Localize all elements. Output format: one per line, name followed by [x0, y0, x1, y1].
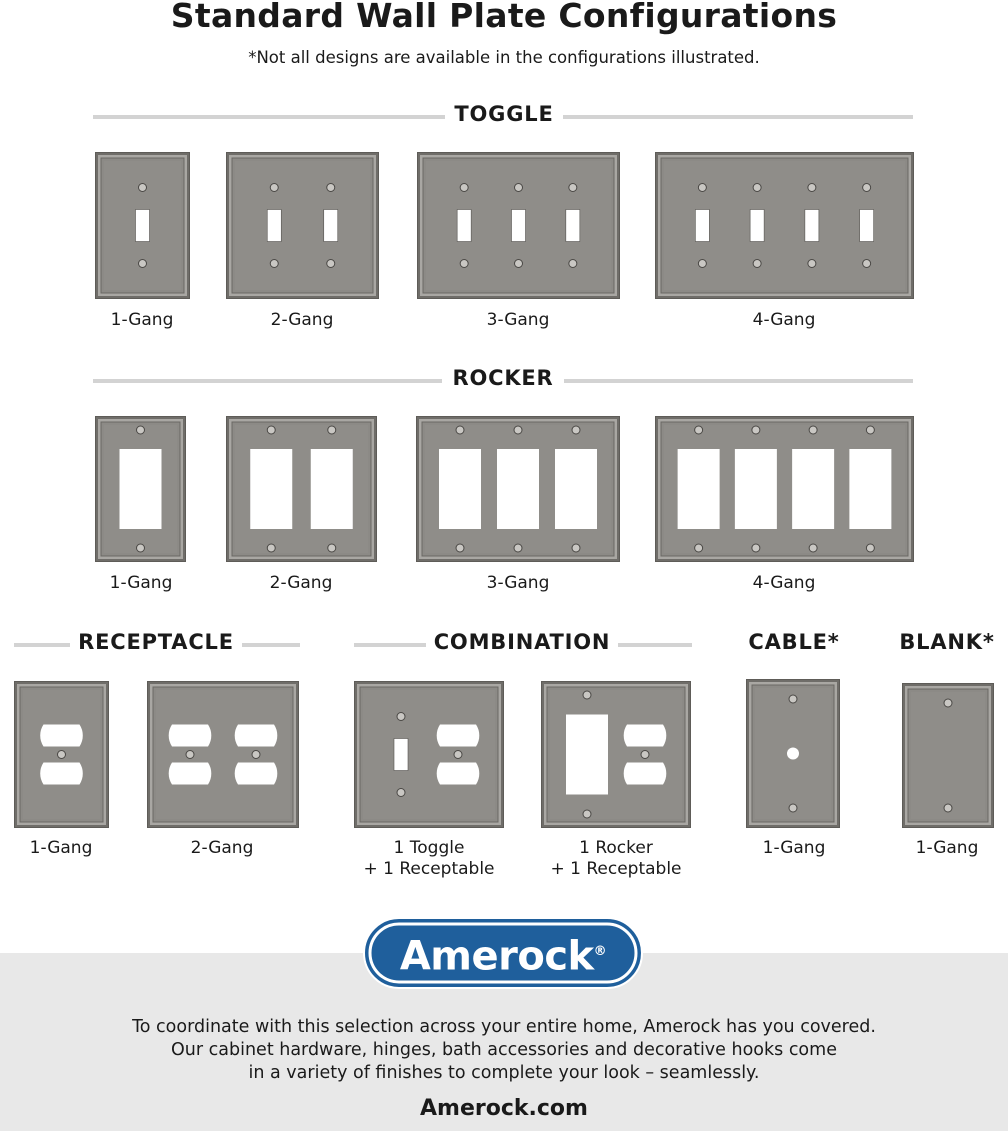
- screw-icon: [454, 751, 462, 759]
- cable-1-gang-label: 1-Gang: [762, 838, 826, 858]
- toggle-opening: [566, 210, 580, 242]
- page-subtitle: *Not all designs are available in the configurations illustrated.: [248, 48, 760, 67]
- screw-icon: [270, 260, 278, 268]
- screw-icon: [328, 544, 336, 552]
- rocker-4-gang-label: 4-Gang: [752, 573, 816, 593]
- combination-section-label: COMBINATION: [433, 630, 611, 654]
- screw-icon: [328, 426, 336, 434]
- blank-1-gang-label: 1-Gang: [915, 838, 979, 858]
- screw-icon: [944, 699, 952, 707]
- rocker-receptacle-plate: [541, 681, 691, 828]
- footer-text-line-1: To coordinate with this selection across your entire home, Amerock has you covered.: [132, 1017, 876, 1037]
- screw-icon: [515, 260, 523, 268]
- toggle-opening: [860, 210, 874, 242]
- divider: [563, 115, 913, 119]
- screw-icon: [698, 260, 706, 268]
- toggle-opening: [512, 210, 526, 242]
- rocker-plate-4-gang: [655, 416, 914, 562]
- rocker-opening: [250, 449, 292, 529]
- receptacle-plate-2-gang: [147, 681, 299, 828]
- screw-icon: [456, 426, 464, 434]
- screw-icon: [753, 184, 761, 192]
- receptacle-outlet: [40, 763, 83, 785]
- screw-icon: [58, 751, 66, 759]
- toggle-1-gang-label: 1-Gang: [110, 310, 174, 330]
- rocker-1-gang-label: 1-Gang: [109, 573, 173, 593]
- screw-icon: [753, 260, 761, 268]
- rocker-plate-3-gang: [416, 416, 620, 562]
- screw-icon: [752, 544, 760, 552]
- receptacle-outlet: [169, 725, 212, 747]
- screw-icon: [137, 544, 145, 552]
- rocker-opening: [678, 449, 720, 529]
- combination-section-heading: [354, 630, 692, 660]
- receptacle-outlet: [235, 763, 278, 785]
- screw-icon: [808, 184, 816, 192]
- rocker-opening: [120, 449, 162, 529]
- divider: [14, 643, 70, 647]
- page-title: Standard Wall Plate Configurations: [170, 0, 838, 35]
- screw-icon: [460, 184, 468, 192]
- screw-icon: [698, 184, 706, 192]
- screw-icon: [809, 544, 817, 552]
- toggle-opening: [394, 739, 408, 771]
- screw-icon: [863, 260, 871, 268]
- rocker-opening: [849, 449, 891, 529]
- toggle-plate-1-gang: [95, 152, 190, 299]
- screw-icon: [944, 804, 952, 812]
- rocker-opening: [439, 449, 481, 529]
- screw-icon: [809, 426, 817, 434]
- toggle-receptacle-label-2: + 1 Receptable: [363, 859, 495, 879]
- screw-icon: [397, 713, 405, 721]
- screw-icon: [866, 544, 874, 552]
- divider: [618, 643, 692, 647]
- receptacle-1-gang-label: 1-Gang: [29, 838, 93, 858]
- screw-icon: [863, 184, 871, 192]
- screw-icon: [569, 260, 577, 268]
- receptacle-outlet: [437, 725, 480, 747]
- screw-icon: [752, 426, 760, 434]
- divider: [564, 379, 913, 383]
- toggle-section-heading: [93, 102, 913, 132]
- toggle-plate-4-gang: [655, 152, 914, 299]
- divider: [354, 643, 426, 647]
- plate-inner: [235, 161, 370, 290]
- screw-icon: [583, 810, 591, 818]
- toggle-opening: [267, 210, 281, 242]
- receptacle-outlet: [40, 725, 83, 747]
- screw-icon: [514, 544, 522, 552]
- screw-icon: [267, 426, 275, 434]
- cable-section-label: CABLE*: [748, 630, 840, 654]
- screw-icon: [460, 260, 468, 268]
- toggle-opening: [136, 210, 150, 242]
- screw-icon: [267, 544, 275, 552]
- toggle-opening: [457, 210, 471, 242]
- screw-icon: [327, 184, 335, 192]
- toggle-plate-3-gang: [417, 152, 620, 299]
- rocker-opening: [735, 449, 777, 529]
- receptacle-section-label: RECEPTACLE: [78, 630, 234, 654]
- toggle-3-gang-label: 3-Gang: [486, 310, 550, 330]
- screw-icon: [866, 426, 874, 434]
- footer-text-line-3: in a variety of finishes to complete your look – seamlessly.: [248, 1063, 760, 1083]
- screw-icon: [186, 751, 194, 759]
- screw-icon: [139, 184, 147, 192]
- screw-icon: [569, 184, 577, 192]
- receptacle-section-heading: [14, 630, 300, 660]
- screw-icon: [515, 184, 523, 192]
- receptacle-2-gang-label: 2-Gang: [190, 838, 254, 858]
- receptacle-outlet: [437, 763, 480, 785]
- toggle-section-label: TOGGLE: [454, 102, 554, 126]
- rocker-opening: [497, 449, 539, 529]
- screw-icon: [789, 804, 797, 812]
- divider: [242, 643, 300, 647]
- toggle-2-gang-label: 2-Gang: [270, 310, 334, 330]
- screw-icon: [641, 751, 649, 759]
- rocker-opening: [566, 715, 608, 795]
- screw-icon: [514, 426, 522, 434]
- blank-section-label: BLANK*: [899, 630, 995, 654]
- receptacle-outlet: [624, 763, 667, 785]
- divider: [93, 115, 445, 119]
- screw-icon: [789, 695, 797, 703]
- screw-icon: [456, 544, 464, 552]
- receptacle-outlet: [624, 725, 667, 747]
- plate-inner: [156, 690, 290, 819]
- receptacle-plate-1-gang: [14, 681, 109, 828]
- screw-icon: [572, 544, 580, 552]
- rocker-2-gang-label: 2-Gang: [269, 573, 333, 593]
- screw-icon: [139, 260, 147, 268]
- screw-icon: [572, 426, 580, 434]
- rocker-receptacle-label-1: 1 Rocker: [579, 838, 653, 858]
- cable-plate: [746, 679, 840, 828]
- rocker-opening: [311, 449, 353, 529]
- toggle-4-gang-label: 4-Gang: [752, 310, 816, 330]
- screw-icon: [252, 751, 260, 759]
- screw-icon: [137, 426, 145, 434]
- registered-mark: ®: [593, 944, 607, 959]
- rocker-plate-1-gang: [95, 416, 186, 562]
- rocker-plate-2-gang: [226, 416, 377, 562]
- screw-icon: [695, 544, 703, 552]
- screw-icon: [808, 260, 816, 268]
- rocker-receptacle-label-2: + 1 Receptable: [550, 859, 682, 879]
- website-link[interactable]: Amerock.com: [420, 1096, 588, 1121]
- toggle-receptacle-label-1: 1 Toggle: [393, 838, 465, 858]
- blank-plate: [902, 683, 994, 828]
- rocker-3-gang-label: 3-Gang: [486, 573, 550, 593]
- logo-wordmark: Amerock: [399, 933, 594, 980]
- screw-icon: [327, 260, 335, 268]
- rocker-section-label: ROCKER: [452, 366, 554, 390]
- toggle-plate-2-gang: [226, 152, 379, 299]
- toggle-receptacle-plate: [354, 681, 504, 828]
- footer-text-line-2: Our cabinet hardware, hinges, bath accessories and decorative hooks come: [171, 1040, 837, 1060]
- rocker-section-heading: [93, 366, 913, 396]
- plate-inner: [911, 692, 985, 819]
- rocker-opening: [792, 449, 834, 529]
- toggle-opening: [750, 210, 764, 242]
- screw-icon: [397, 789, 405, 797]
- toggle-opening: [695, 210, 709, 242]
- divider: [93, 379, 442, 383]
- toggle-opening: [324, 210, 338, 242]
- plate-inner: [363, 690, 495, 819]
- screw-icon: [270, 184, 278, 192]
- screw-icon: [695, 426, 703, 434]
- receptacle-outlet: [169, 763, 212, 785]
- toggle-opening: [805, 210, 819, 242]
- receptacle-outlet: [235, 725, 278, 747]
- rocker-opening: [555, 449, 597, 529]
- screw-icon: [583, 691, 591, 699]
- amerock-logo-text: [362, 922, 644, 986]
- cable-port-opening: [787, 748, 799, 760]
